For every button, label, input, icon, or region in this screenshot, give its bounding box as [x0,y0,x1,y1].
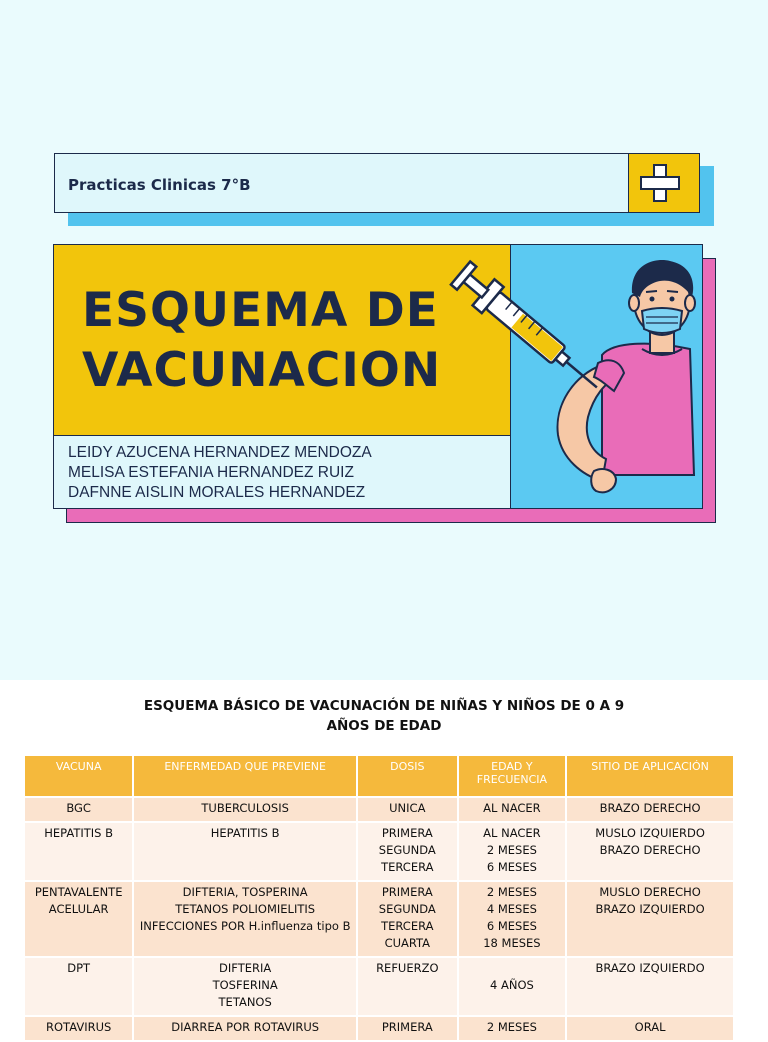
cell-vacuna [24,822,133,881]
cell-vacuna [24,881,133,957]
cell-text: MUSLO DERECHO [599,885,701,899]
author-name: DAFNNE AISLIN MORALES HERNANDEZ [68,484,366,501]
cell-text: ROTAVIRUS [46,1020,112,1034]
table-body [24,797,734,1041]
cell-text: SEGUNDA [378,902,436,916]
cell-dosis [357,957,458,1016]
cell-text: HEPATITIS B [210,826,280,840]
schedule-title-line-2: AÑOS DE EDAD [326,718,442,734]
header-edad-line-2: FRECUENCIA [476,773,548,786]
cell-text: TUBERCULOSIS [201,801,289,815]
face-mask [642,308,682,333]
course-label: Practicas Clinicas 7°B [68,176,251,194]
cell-text: MUSLO IZQUIERDO [595,826,705,840]
vaccination-illustration [54,245,703,509]
person-eye [670,297,675,302]
cell-text: DIARREA POR ROTAVIRUS [171,1020,320,1034]
author-name: MELISA ESTEFANIA HERNANDEZ RUIZ [68,464,354,481]
cell-text: PRIMERA [381,826,433,840]
author-name: LEIDY AZUCENA HERNANDEZ MENDOZA [68,444,372,461]
cell-edad [458,957,567,1016]
main-card [53,244,703,509]
table-row [24,1016,734,1041]
cell-text: DIFTERIA [219,961,272,975]
cell-sitio [566,957,734,1016]
cell-sitio [566,797,734,822]
cell-enfermedad [133,1016,357,1041]
cell-text: TETANOS POLIOMIELITIS [175,902,316,916]
cell-text: BRAZO IZQUIERDO [595,902,705,916]
person-fist [591,469,616,492]
person-brow [667,291,678,292]
cell-text: TERCERA [381,919,434,933]
header-edad [458,755,567,797]
cell-text: 6 MESES [486,860,537,874]
cell-edad [458,822,567,881]
cell-sitio [566,881,734,957]
cell-text: DPT [67,961,91,975]
cell-text: REFUERZO [376,961,439,975]
cell-vacuna [24,1016,133,1041]
cell-text: INFECCIONES POR H.influenza tipo B [139,919,351,933]
title-line-2: VACUNACION [82,343,442,398]
cell-vacuna [24,957,133,1016]
cell-text: ACELULAR [48,902,109,916]
cell-text [461,960,564,977]
cell-text: BRAZO IZQUIERDO [595,961,705,975]
cell-dosis [357,797,458,822]
cell-text: 2 MESES [486,1020,537,1034]
cell-text: DIFTERIA, TOSPERINA [182,885,308,899]
cell-text: 2 MESES [486,885,537,899]
person-eye [650,297,655,302]
schedule-title [0,696,768,736]
table-row [24,881,734,957]
person-ear [629,295,639,311]
cell-text: PRIMERA [381,885,433,899]
cell-text: CUARTA [384,936,431,950]
table-row [24,797,734,822]
table-row [24,822,734,881]
cell-enfermedad [133,881,357,957]
cell-dosis [357,822,458,881]
header-vacuna: VACUNA [24,755,133,797]
cell-edad [458,797,567,822]
cell-text: 18 MESES [483,936,541,950]
cell-text: 6 MESES [486,919,537,933]
cell-edad [458,881,567,957]
vaccination-table [23,754,735,1042]
cell-text: 4 AÑOS [490,978,534,992]
cell-text: 2 MESES [486,843,537,857]
cell-sitio [566,822,734,881]
cell-enfermedad [133,822,357,881]
cell-text: HEPATITIS B [44,826,114,840]
header-edad-line-1: EDAD Y [491,760,533,773]
medical-plus-icon-center [655,178,665,188]
table-row [24,957,734,1016]
title-line-1: ESQUEMA DE [82,283,439,338]
cell-edad [458,1016,567,1041]
cell-sitio [566,1016,734,1041]
cell-text: BRAZO DERECHO [599,801,701,815]
cell-text: TERCERA [381,860,434,874]
cell-vacuna [24,797,133,822]
cell-text: TETANOS [218,995,272,1009]
cell-text: PRIMERA [381,1020,433,1034]
cell-text: BGC [66,801,91,815]
cell-enfermedad [133,957,357,1016]
cell-dosis [357,881,458,957]
header-sitio: SITIO DE APLICACIÓN [566,755,734,797]
header-dosis: DOSIS [357,755,458,797]
person-brow [646,291,657,292]
cell-dosis [357,1016,458,1041]
header-enfermedad: ENFERMEDAD QUE PREVIENE [133,755,357,797]
cell-text: AL NACER [483,826,541,840]
person-ear [685,295,695,311]
schedule-title-line-1: ESQUEMA BÁSICO DE VACUNACIÓN DE NIÑAS Y NIÑOS DE 0 A 9 [143,698,625,714]
cell-text: PENTAVALENTE [34,885,123,899]
table-header-row [24,755,734,797]
cell-text: TOSFERINA [212,978,278,992]
cell-text: SEGUNDA [378,843,436,857]
cell-text: BRAZO DERECHO [599,843,701,857]
cell-text: AL NACER [483,801,541,815]
cell-text: 4 MESES [486,902,537,916]
cell-enfermedad [133,797,357,822]
cell-text: ORAL [634,1020,666,1034]
cell-text: UNICA [389,801,426,815]
